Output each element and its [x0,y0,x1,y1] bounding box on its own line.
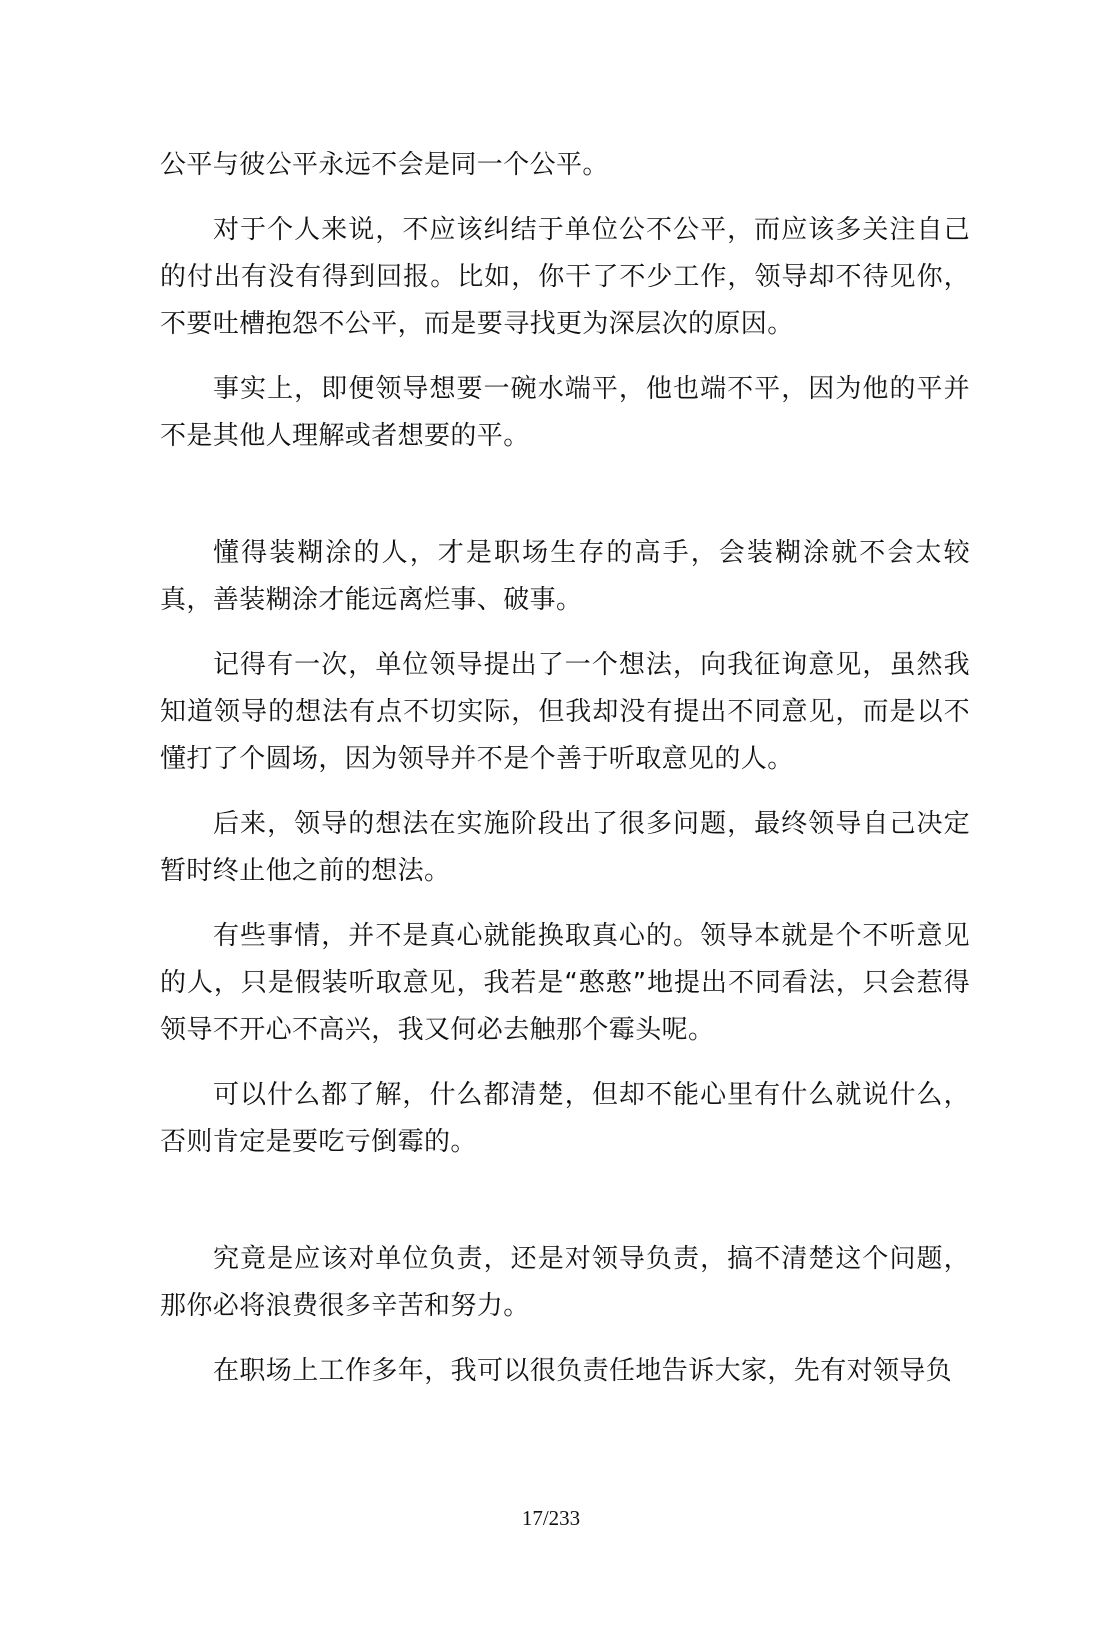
paragraph: 公平与彼公平永远不会是同一个公平。 [160,150,609,180]
paragraph: 可以什么都了解，什么都清楚，但却不能心里有什么就说什么，否则肯定是要吃亏倒霉的。 [160,1080,970,1157]
paragraph: 在职场上工作多年，我可以很负责任地告诉大家，先有对领导负 [213,1356,953,1386]
page-body [160,142,970,1395]
paragraph: 懂得装糊涂的人，才是职场生存的高手，会装糊涂就不会太较真，善装糊涂才能远离烂事、破事。 [160,538,970,615]
paragraph: 有些事情，并不是真心就能换取真心的。领导本就是个不听意见的人，只是假装听取意见，我若是“憨憨”地提出不同看法，只会惹得领导不开心不高兴，我又何必去触那个霉头呢。 [160,921,970,1045]
paragraph: 后来，领导的想法在实施阶段出了很多问题，最终领导自己决定暂时终止他之前的想法。 [160,809,970,886]
paragraph: 究竟是应该对单位负责，还是对领导负责，搞不清楚这个问题，那你必将浪费很多辛苦和努力。 [160,1244,970,1321]
page-number: 17/233 [521,1506,581,1530]
paragraph: 事实上，即便领导想要一碗水端平，他也端不平，因为他的平并不是其他人理解或者想要的平。 [160,374,970,451]
paragraph: 对于个人来说，不应该纠结于单位公不公平，而应该多关注自己的付出有没有得到回报。比如，你干了不少工作，领导却不待见你，不要吐槽抱怨不公平，而是要寻找更为深层次的原因。 [160,215,970,339]
paragraph: 记得有一次，单位领导提出了一个想法，向我征询意见，虽然我知道领导的想法有点不切实际，但我却没有提出不同意见，而是以不懂打了个圆场，因为领导并不是个善于听取意见的人。 [160,650,970,774]
